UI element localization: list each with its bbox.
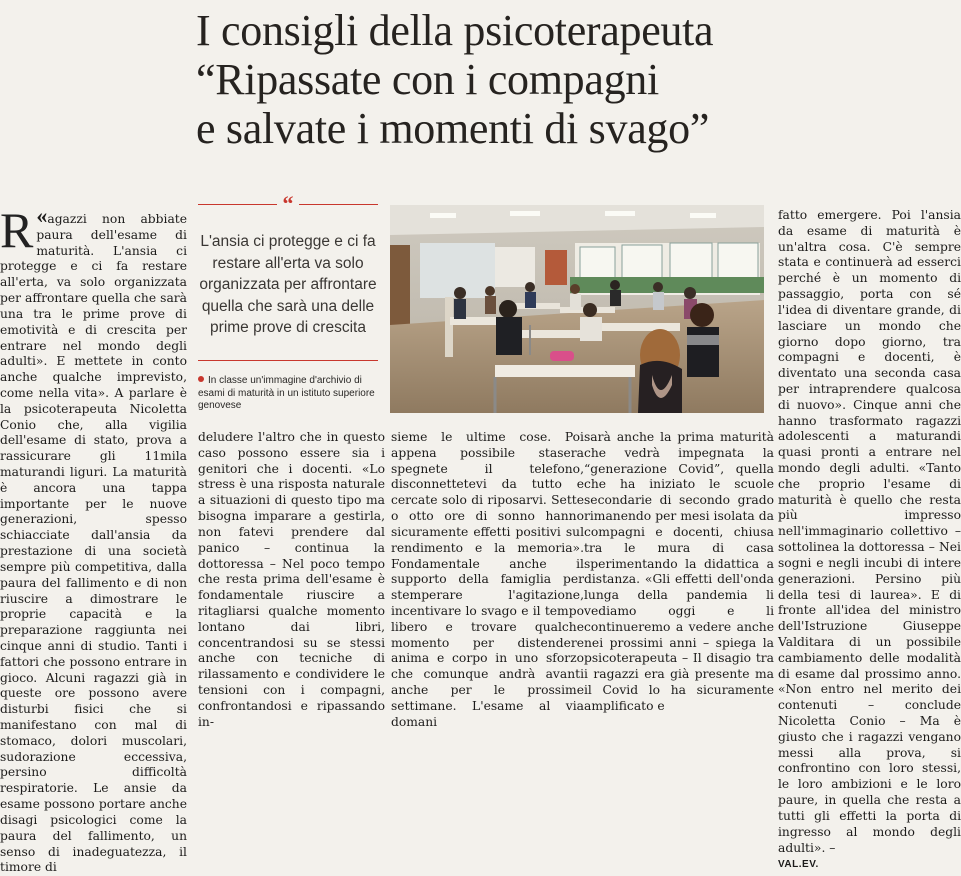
pull-quote <box>198 191 378 364</box>
article-column-5 <box>778 208 961 871</box>
article-column-4 <box>584 430 774 713</box>
drop-cap: R <box>0 202 34 258</box>
caption-bullet-icon <box>198 376 204 382</box>
pull-quote-bottom-rule <box>198 360 378 361</box>
classroom-exam-image <box>390 205 764 413</box>
article-text-column-2: deludere l'altro che in questo caso possono essere sia i genitori che i docenti. «Lo stress è una risposta naturale a situazioni di questo tipo ma bisogna imparare a gestirla, non fatevi prendere dal panico – continua la dottoressa – Nel poco tempo che resta prima dell'esame è fondamentale riuscire a ritagliarsi qualche momento lontano dai libri, concentrandosi su se stessi anche con tecniche di rilassamento e condividere le tensioni con i compagni, confrontandosi e ripassando in- <box>198 430 385 729</box>
opening-quote-mark: « <box>36 203 48 228</box>
photo-caption <box>198 375 383 413</box>
article-column-2 <box>198 430 385 729</box>
quote-mark-icon: “ <box>277 196 299 212</box>
headline-line-1: I consigli della psicoterapeuta <box>196 6 714 55</box>
article-column-3 <box>391 430 584 729</box>
classroom-photo <box>390 205 764 413</box>
headline <box>196 6 816 153</box>
article-text-column-1: agazzi non abbiate paura dell'esame di maturità. L'ansia ci protegge e ci fa restare all'erta, va solo organizzata per affrontare quella che sarà una tra le prime prove di emotività e di crescita per entrare nel mondo degli adulti». E mettete in conto anche qualche imprevisto, come nella vita». A parlare è la psicoterapeuta Nicoletta Conio che, alla vigilia dell'esame di stato, prova a rassicurare gli 11mila maturandi liguri. La maturità è ancora una tappa importante per le nuove generazioni, spesso schiacciate dall'ansia da prestazione di una società sempre più competitiva, dalla paura del fallimento e di non riuscire a dimostrare le proprie capacità e la preparazione raggiunta nei cinque anni di studio. Tanti i fattori che possono entrare in gioco. Alcuni ragazzi già in queste ore possono avere disturbi fisici che si manifestano con mal di stomaco, dolori muscolari, sudorazione eccessiva, persino difficoltà respiratorie. Le ansie da esame possono portare anche disagi psicologici come la paura del fallimento, un senso di inadeguatezza, il timore di <box>0 212 187 875</box>
article-text-column-5: fatto emergere. Poi l'ansia da esame di maturità è un'altra cosa. C'è sempre stata e continuerà ad esserci perché è un momento di passaggio, porta con sé l'idea di diventare grande, di lasciare un mondo che giorno dopo giorno, tra compagni e docenti, è diventato una seconda casa per intraprendere qualcosa di nuovo». Cinque anni che hanno trasformato ragazzi adolescenti a maturandi quasi pronti a entrare nel mondo degli adulti. «Tanto che proprio l'esame di maturità è quello che resta più impresso nell'immaginario collettivo – sottolinea la dottoressa – Nei sogni e negli incubi di intere generazioni. Persino più della tesi di laurea». E di fronte all'idea del ministro dell'Istruzione Giuseppe Valditara di un possibile cambiamento delle modalità di esame dal prossimo anno. «Non entro nel merito dei contenuti – conclude Nicoletta Conio – Ma è giusto che i ragazzi vengano messi alla prova, si confrontino con loro stessi, le loro ambizioni e le loro paure, in quella che resta a tutti gli effetti la porta di ingresso al mondo degli adulti». – <box>778 208 961 855</box>
pull-quote-text: L'ansia ci protegge e ci fa restare all'erta va solo organizzata per affrontare quella che sarà una delle prime prove di crescita <box>199 233 377 336</box>
author-signature: VAL.EV. <box>778 859 819 871</box>
caption-text: In classe un'immagine d'archivio di esami di maturità in un istituto superiore genovese <box>198 375 375 411</box>
article-text-column-3: sieme le ultime cose. Poi appena possibile stasera spegnete il telefono, disconnettetevi da tutto e cercate solo di riposarvi. Sette o otto ore di sonno hanno sicuramente effetti positivi sul rendimento e la memoria». Fondamentale anche il supporto della famiglia per stemperare l'agitazione, incentivare lo svago e il tempo libero e trovare qualche momento per distendere anima e corpo in uno sforzo che comunque andrà avanti anche per le prossime settimane. L'esame al via domani <box>391 430 584 729</box>
headline-line-3: e salvate i momenti di svago” <box>196 104 710 153</box>
article-column-1 <box>0 202 187 875</box>
headline-line-2: “Ripassate con i compagni <box>196 55 659 104</box>
article-text-column-4: sarà anche la prima maturità che vedrà impegnata la “generazione Covid”, quella che ha iniziato le scuole secondarie di secondo grado rimanendo per mesi isolata da compagni e docenti, chiusa tra le mura di casa sperimentando la didattica a distanza. «Gli effetti dell'onda lunga della pandemia li vediamo oggi e li continueremo a vedere anche nei prossimi anni – spiega la psicoterapeuta – Il disagio tra i ragazzi era già presente ma il Covid lo ha sicuramente amplificato e <box>584 430 774 713</box>
